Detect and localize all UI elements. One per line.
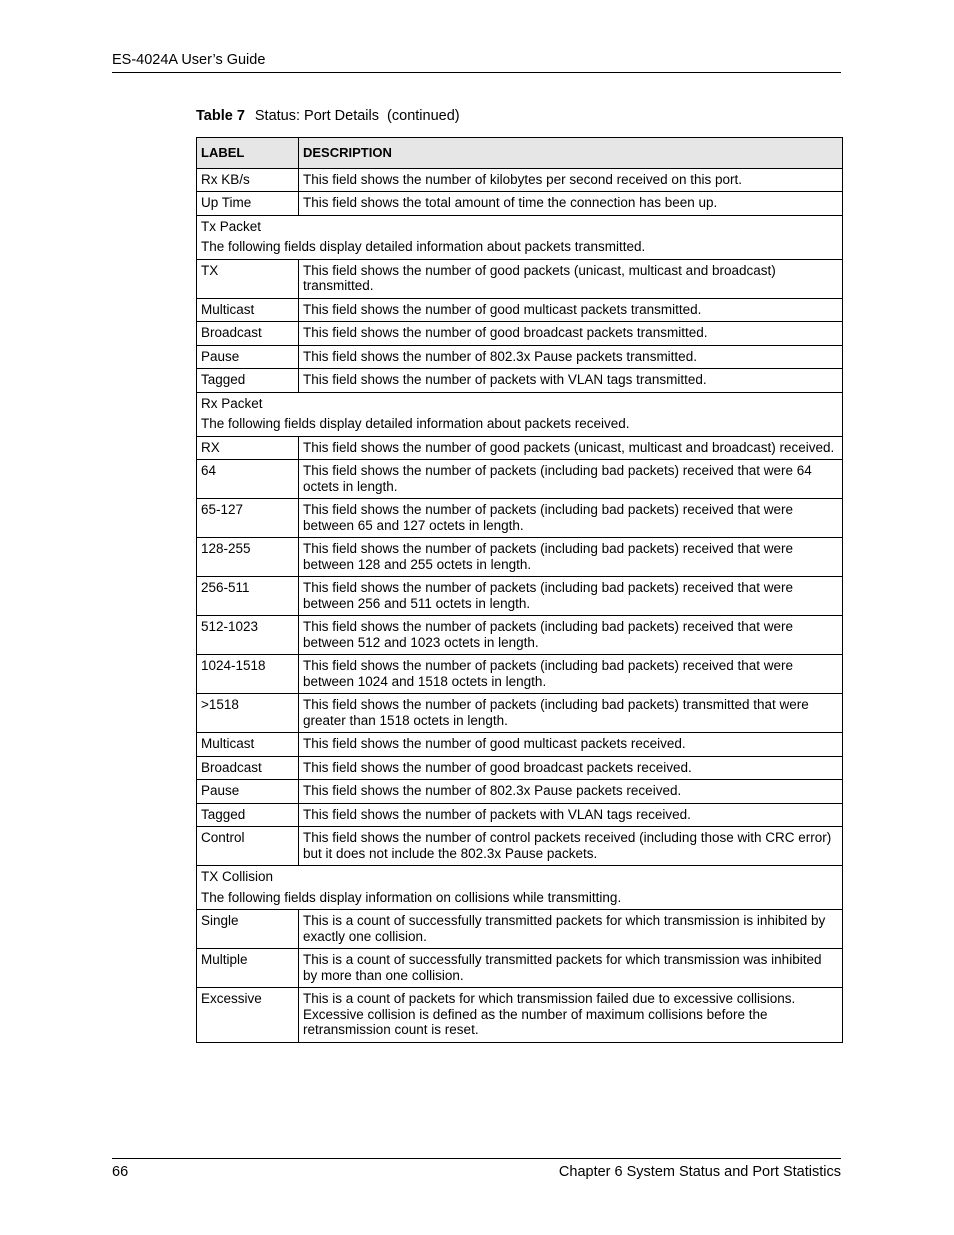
section-label: Tx Packet <box>201 218 262 234</box>
section-label: TX Collision <box>201 869 274 884</box>
chapter-title: Chapter 6 System Status and Port Statistics <box>558 1164 841 1180</box>
row-description: This field shows the number of good broadcast packets received. <box>299 756 843 780</box>
description-column-header: DESCRIPTION <box>299 138 843 169</box>
row-description: This is a count of successfully transmitted packets for which transmission is inhibited by exactly one collision. <box>299 910 843 949</box>
table-row <box>197 756 843 780</box>
row-description: This is a count of packets for which transmission failed due to excessive collisions. Excessive collision is defined as the number of maximum collisions before the retransmission count is reset. <box>299 988 843 1043</box>
row-description: This field shows the number of good packets (unicast, multicast and broadcast) transmitted. <box>299 259 843 298</box>
table-row <box>197 910 843 949</box>
row-description: This field shows the number of packets (including bad packets) transmitted that were greater than 1518 octets in length. <box>299 694 843 733</box>
table-row <box>197 949 843 988</box>
table-row <box>197 655 843 694</box>
row-description: This field shows the number of packets with VLAN tags transmitted. <box>299 369 843 393</box>
table-row <box>197 780 843 804</box>
row-description: This field shows the number of kilobytes per second received on this port. <box>299 168 843 192</box>
table-number: Table 7 <box>196 108 245 124</box>
row-label: TX <box>197 259 299 298</box>
row-label: Multicast <box>197 733 299 757</box>
table-row <box>197 298 843 322</box>
table-title: Status: Port Details (continued) <box>254 108 460 124</box>
table-row <box>197 168 843 192</box>
row-description: This field shows the number of good packets (unicast, multicast and broadcast) received. <box>299 436 843 460</box>
table-row <box>197 694 843 733</box>
port-details-table <box>196 137 843 1043</box>
row-description: This field shows the number of control packets received (including those with CRC error) but it does not include the 802.3x Pause packets. <box>299 827 843 866</box>
row-label: Multiple <box>197 949 299 988</box>
row-label: Multicast <box>197 298 299 322</box>
row-label: 128-255 <box>197 538 299 577</box>
row-description: This field shows the number of good broadcast packets transmitted. <box>299 322 843 346</box>
page-number: 66 <box>112 1164 129 1180</box>
row-description: This field shows the number of packets (including bad packets) received that were 64 octets in length. <box>299 460 843 499</box>
table-caption <box>196 108 460 124</box>
row-label: >1518 <box>197 694 299 733</box>
section-cell <box>197 392 843 436</box>
section-description: The following fields display information on collisions while transmitting. <box>201 889 622 905</box>
section-description: The following fields display detailed information about packets transmitted. <box>201 239 646 254</box>
row-label: Broadcast <box>197 756 299 780</box>
row-description: This field shows the number of 802.3x Pause packets transmitted. <box>299 345 843 369</box>
page-footer <box>112 1158 841 1183</box>
row-label: 65-127 <box>197 499 299 538</box>
row-description: This field shows the number of good multicast packets transmitted. <box>299 298 843 322</box>
row-label: RX <box>197 436 299 460</box>
table-row <box>197 803 843 827</box>
row-label: 64 <box>197 460 299 499</box>
row-label: 512-1023 <box>197 616 299 655</box>
table-row <box>197 616 843 655</box>
table-row <box>197 345 843 369</box>
section-cell <box>197 215 843 259</box>
table-row <box>197 369 843 393</box>
row-description: This field shows the number of packets (including bad packets) received that were between 65 and 127 octets in length. <box>299 499 843 538</box>
row-description: This is a count of successfully transmitted packets for which transmission was inhibited by more than one collision. <box>299 949 843 988</box>
table-row <box>197 827 843 866</box>
table-row <box>197 460 843 499</box>
row-label: Pause <box>197 345 299 369</box>
label-column-header: LABEL <box>197 138 299 169</box>
section-cell <box>197 866 843 910</box>
page-header <box>112 52 841 73</box>
row-label: Broadcast <box>197 322 299 346</box>
row-description: This field shows the number of packets (including bad packets) received that were between 128 and 255 octets in length. <box>299 538 843 577</box>
table-row <box>197 733 843 757</box>
row-label: Pause <box>197 780 299 804</box>
section-row <box>197 215 843 259</box>
section-description: The following fields display detailed information about packets received. <box>201 416 630 431</box>
row-label: Tagged <box>197 803 299 827</box>
row-description: This field shows the total amount of time the connection has been up. <box>299 192 843 216</box>
row-description: This field shows the number of packets (including bad packets) received that were between 1024 and 1518 octets in length. <box>299 655 843 694</box>
table-row <box>197 538 843 577</box>
row-label: Excessive <box>197 988 299 1043</box>
table-row <box>197 259 843 298</box>
row-label: Tagged <box>197 369 299 393</box>
table-row <box>197 988 843 1043</box>
row-description: This field shows the number of packets with VLAN tags received. <box>299 803 843 827</box>
section-row <box>197 866 843 910</box>
table-row <box>197 436 843 460</box>
table-header-row <box>197 138 843 169</box>
section-row <box>197 392 843 436</box>
row-description: This field shows the number of packets (including bad packets) received that were between 512 and 1023 octets in length. <box>299 616 843 655</box>
row-label: Single <box>197 910 299 949</box>
table-row <box>197 499 843 538</box>
table-row <box>197 192 843 216</box>
row-label: Rx KB/s <box>197 168 299 192</box>
section-label: Rx Packet <box>201 395 263 411</box>
row-label: 1024-1518 <box>197 655 299 694</box>
table-row <box>197 322 843 346</box>
row-label: Control <box>197 827 299 866</box>
table-row <box>197 577 843 616</box>
row-description: This field shows the number of 802.3x Pause packets received. <box>299 780 843 804</box>
row-label: 256-511 <box>197 577 299 616</box>
row-description: This field shows the number of good multicast packets received. <box>299 733 843 757</box>
table-body <box>197 168 843 1042</box>
guide-title: ES-4024A User’s Guide <box>112 52 266 68</box>
row-description: This field shows the number of packets (including bad packets) received that were between 256 and 511 octets in length. <box>299 577 843 616</box>
row-label: Up Time <box>197 192 299 216</box>
